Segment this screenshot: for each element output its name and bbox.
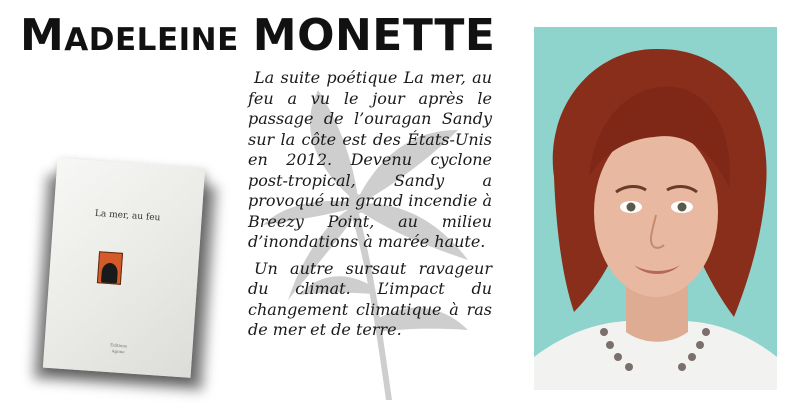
paragraph-1: La suite poétique La mer, au feu a vu le jour après le passage de l’ouragan Sandy sur la côte est des États-Unis en 2012. Devenu cyclone post-tropical, Sandy a provoqué un grand incendie à Breezy Point, au milieu d’inondations à marée haute. [248,68,492,251]
book-cover [43,158,205,378]
page-title [20,10,495,62]
author-first-name: Madeleine [20,10,239,61]
flame-icon [97,251,123,285]
body-text [248,68,492,341]
paragraph-2: Un autre sursaut ravageur du climat. L’impact du changement climatique à ras de mer et de terre. [248,258,492,339]
book-publisher [44,338,192,360]
author-last-name: MONETTE [252,10,496,61]
author-portrait-image [534,27,777,390]
author-portrait [534,27,777,390]
book-publisher-line1: Éditions [110,342,128,349]
book-cover-title: La mer, au feu [94,208,161,224]
book-publisher-line2: Agone [111,348,125,355]
